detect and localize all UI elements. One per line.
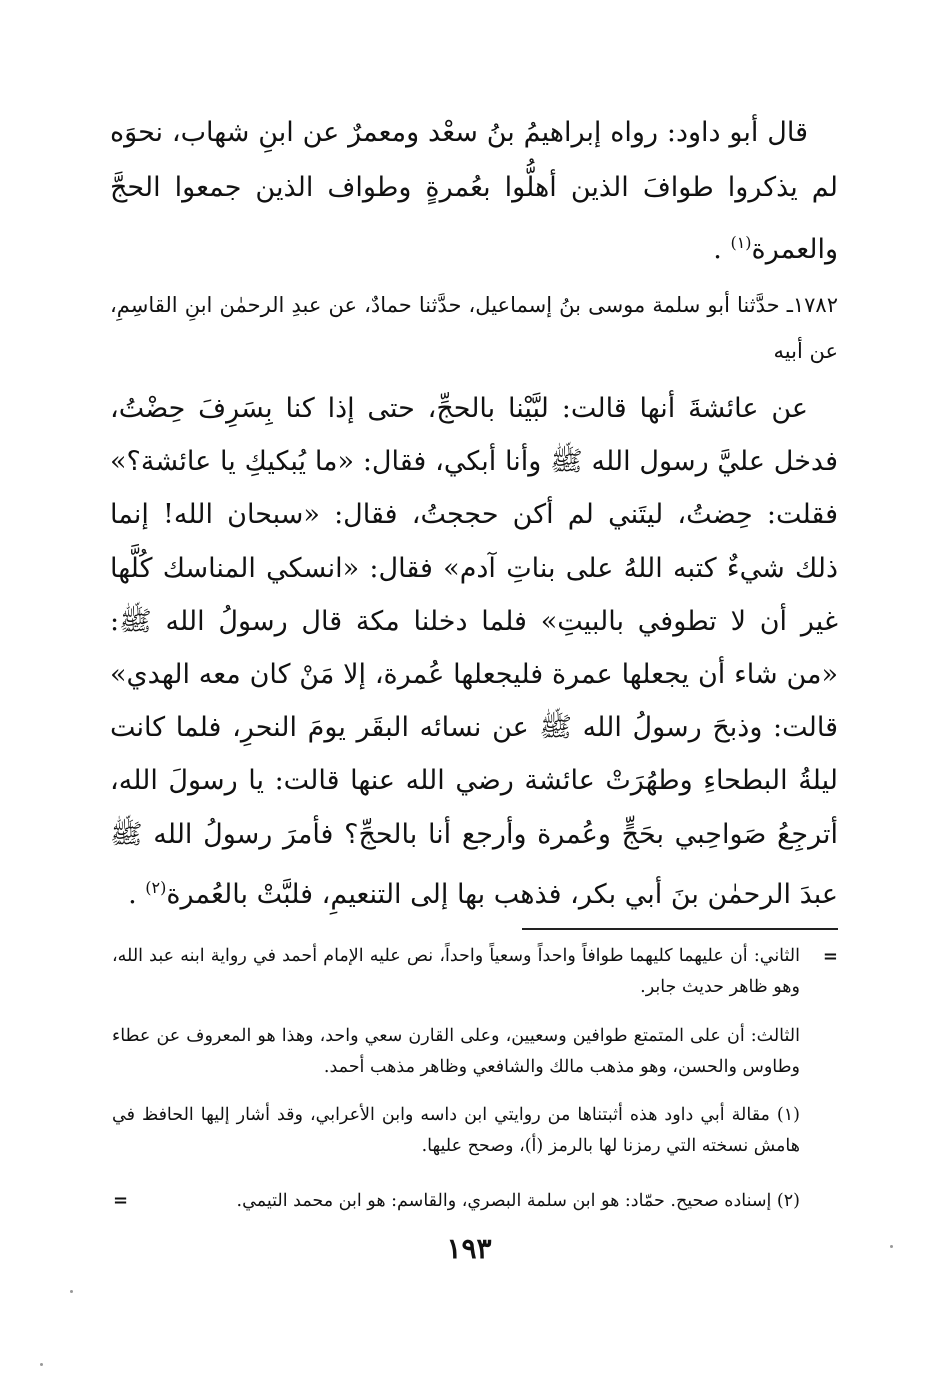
- scan-speck: [40, 1363, 43, 1366]
- hadith-matn: [110, 382, 838, 921]
- footnote-ref-1: (١): [730, 233, 752, 252]
- matn-end: .: [128, 878, 137, 910]
- footnote-third-text: الثالث: أن على المتمتع طوافين وسعيين، وعلى القارن سعي واحد، وهذا هو المعروف عن عطاء وطاوس والحسن، وهو مذهب مالك والشافعي وظاهر مذهب أحمد.: [112, 1026, 800, 1077]
- scan-speck: [70, 1290, 73, 1293]
- intro-paragraph: [110, 105, 838, 277]
- footnote-second-text: الثاني: أن عليهما كليهما طوافاً واحداً وسعياً واحداً، نص عليه الإمام أحمد في رواية ابنه عبد الله، وهو ظاهر حديث جابر.: [112, 946, 800, 997]
- hadith-isnad: [110, 282, 838, 374]
- footnote-second: [112, 941, 838, 1003]
- footnote-1-text: (١) مقالة أبي داود هذه أثبتناها من روايتي ابن داسه وابن الأعرابي، وقد أشار إليها الحافظ في هامش نسخته التي رمزنا لها بالرمز (أ)، وصحح عليها.: [112, 1105, 800, 1156]
- isnad-text: ١٧٨٢ـ حدَّثنا أبو سلمة موسى بنُ إسماعيل، حدَّثنا حمادٌ، عن عبدِ الرحمٰن ابنِ القاسِمِ، عن أبيه: [110, 293, 838, 363]
- footnote-2-text: (٢) إسناده صحيح. حمّاد: هو ابن سلمة البصري، والقاسم: هو ابن محمد التيمي.: [236, 1191, 800, 1211]
- page-number: ١٩٣: [446, 1232, 492, 1265]
- intro-end: .: [713, 234, 722, 265]
- continuation-mark-bottom: =: [113, 1190, 129, 1211]
- footnote-2: [112, 1186, 838, 1217]
- matn-text: عن عائشةَ أنها قالت: لبَّيْنا بالحجِّ، حتى إذا كنا بِسَرِفَ حِضْتُ، فدخل عليَّ رسول الله ﷺ وأنا أبكي، فقال: «ما يُبكيكِ يا عائشة؟» فقلت: حِضتُ، ليتَني لم أكن حججتُ، فقال: «سبحان الله! إنما ذلك شيءٌ كتبه اللهُ على بناتِ آدم» فقال: «انسكي المناسك كُلَّها غير أن لا تطوفي بالبيتِ» فلما دخلنا مكة قال رسولُ الله ﷺ: «من شاء أن يجعلها عمرة فليجعلها عُمرة، إلا مَنْ كان معه الهدي» قالت: وذبحَ رسولُ الله ﷺ عن نسائه البقَر يومَ النحرِ، فلما كانت ليلةُ البطحاءِ وطهُرَتْ عائشة رضي الله عنها قالت: يا رسولَ الله، أترجِعُ صَواحِبي بحَجٍّ وعُمرة وأرجع أنا بالحجِّ؟ فأمرَ رسولُ الله ﷺ عبدَ الرحمٰن بنَ أبي بكر، فذهب بها إلى التنعيمِ، فلبَّتْ بالعُمرة: [110, 393, 838, 910]
- footnote-ref-2: (٢): [145, 877, 167, 897]
- scan-speck: [890, 1245, 893, 1248]
- footnote-1: [112, 1100, 838, 1162]
- footnote-third: [112, 1021, 838, 1083]
- continuation-mark-top: =: [822, 946, 838, 967]
- footnote-separator: [522, 928, 838, 930]
- intro-text: قال أبو داود: رواه إبراهيمُ بنُ سعْد ومعمرٌ عن ابنِ شهاب، نحوَه لم يذكروا طوافَ الذين أهلُّوا بعُمرةٍ وطواف الذين جمعوا الحجَّ والعمرة: [110, 117, 838, 265]
